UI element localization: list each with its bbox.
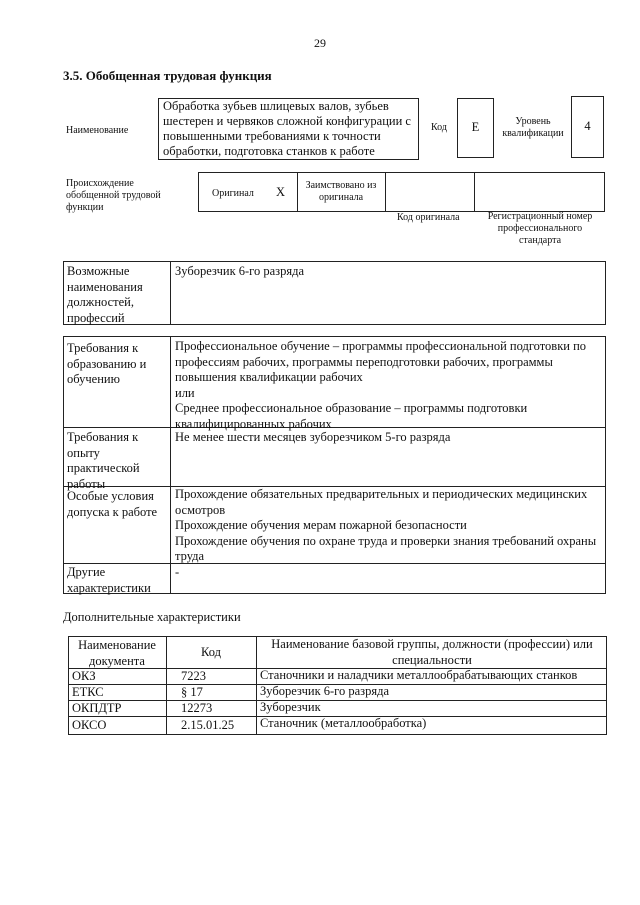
positions-divider — [170, 261, 171, 325]
additional-row-line-2 — [68, 700, 607, 701]
reg-number-caption: Регистрационный номер профессионального стандарта — [487, 211, 593, 246]
table-row-okz-code: 7223 — [181, 669, 206, 683]
origin-divider-3 — [474, 172, 475, 212]
special-conditions-label: Особые условия допуска к работе — [67, 489, 158, 519]
origin-divider-2 — [385, 172, 386, 212]
additional-col-divider-2 — [256, 636, 257, 735]
table-row-okz-name: Станочники и наладчики металлообрабатывающих станков — [260, 668, 578, 682]
table-row-okpdtr-name: Зуборезчик — [260, 700, 321, 714]
additional-header-code: Код — [201, 645, 221, 659]
level-label: Уровень квалификации — [502, 116, 564, 139]
additional-header-doc: Наименование документа — [78, 638, 156, 668]
table-row-okpdtr-code: 12273 — [181, 701, 213, 715]
experience-label: Требования к опыту практической работы — [67, 430, 140, 491]
original-label: Оригинал — [212, 188, 254, 199]
other-label: Другие характеристики — [67, 565, 151, 595]
table-row-etks-doc: ЕТКС — [72, 685, 104, 699]
positions-value: Зуборезчик 6-го разряда — [175, 264, 305, 278]
name-value: Обработка зубьев шлицевых валов, зубьев шестерен и червяков сложной конфигурации с повышенными требованиями к точности обработки, подготовка станков к работе — [163, 99, 411, 158]
experience-value: Не менее шести месяцев зуборезчиком 5-го разряда — [175, 430, 451, 444]
original-mark: X — [276, 185, 286, 199]
additional-title: Дополнительные характеристики — [63, 610, 241, 624]
origin-label: Происхождение обобщенной трудовой функции — [66, 178, 161, 213]
origin-box — [198, 172, 605, 212]
special-conditions-value: Прохождение обязательных предварительных и периодических медицинских осмотров Прохождение обучения мерам пожарной безопасности Прохождение обучения по охране труда и проверки знания требований охраны труда — [175, 487, 597, 563]
page-number: 29 — [314, 36, 326, 50]
requirements-divider — [170, 336, 171, 594]
name-label: Наименование — [66, 125, 129, 136]
code-label: Код — [431, 122, 447, 133]
additional-header-group: Наименование базовой группы, должности (профессии) или специальности — [271, 637, 593, 667]
table-row-okpdtr-doc: ОКПДТР — [72, 701, 122, 715]
table-row-okso-doc: ОКСО — [72, 718, 107, 732]
section-heading: 3.5. Обобщенная трудовая функция — [63, 68, 272, 83]
borrowed-label: Заимствовано из оригинала — [305, 180, 377, 203]
education-value: Профессиональное обучение – программы профессиональной подготовки по профессиям рабочих, программы переподготовки рабочих, программы повышения квалификации рабочих или Среднее профессиональное образование – программы подготовки квалифицированных рабочих — [175, 339, 587, 431]
table-row-okso-code: 2.15.01.25 — [181, 718, 235, 732]
table-row-etks-name: Зуборезчик 6-го разряда — [260, 684, 390, 698]
table-row-etks-code: § 17 — [181, 685, 203, 699]
code-value: E — [471, 120, 480, 134]
table-row-okso-name: Станочник (металлообработка) — [260, 716, 427, 730]
other-value: - — [175, 565, 180, 579]
level-value: 4 — [584, 119, 591, 133]
table-row-okz-doc: ОКЗ — [72, 669, 96, 683]
positions-label: Возможные наименования должностей, профессий — [67, 264, 143, 325]
code-original-caption: Код оригинала — [397, 212, 460, 223]
education-label: Требования к образованию и обучению — [67, 341, 147, 386]
